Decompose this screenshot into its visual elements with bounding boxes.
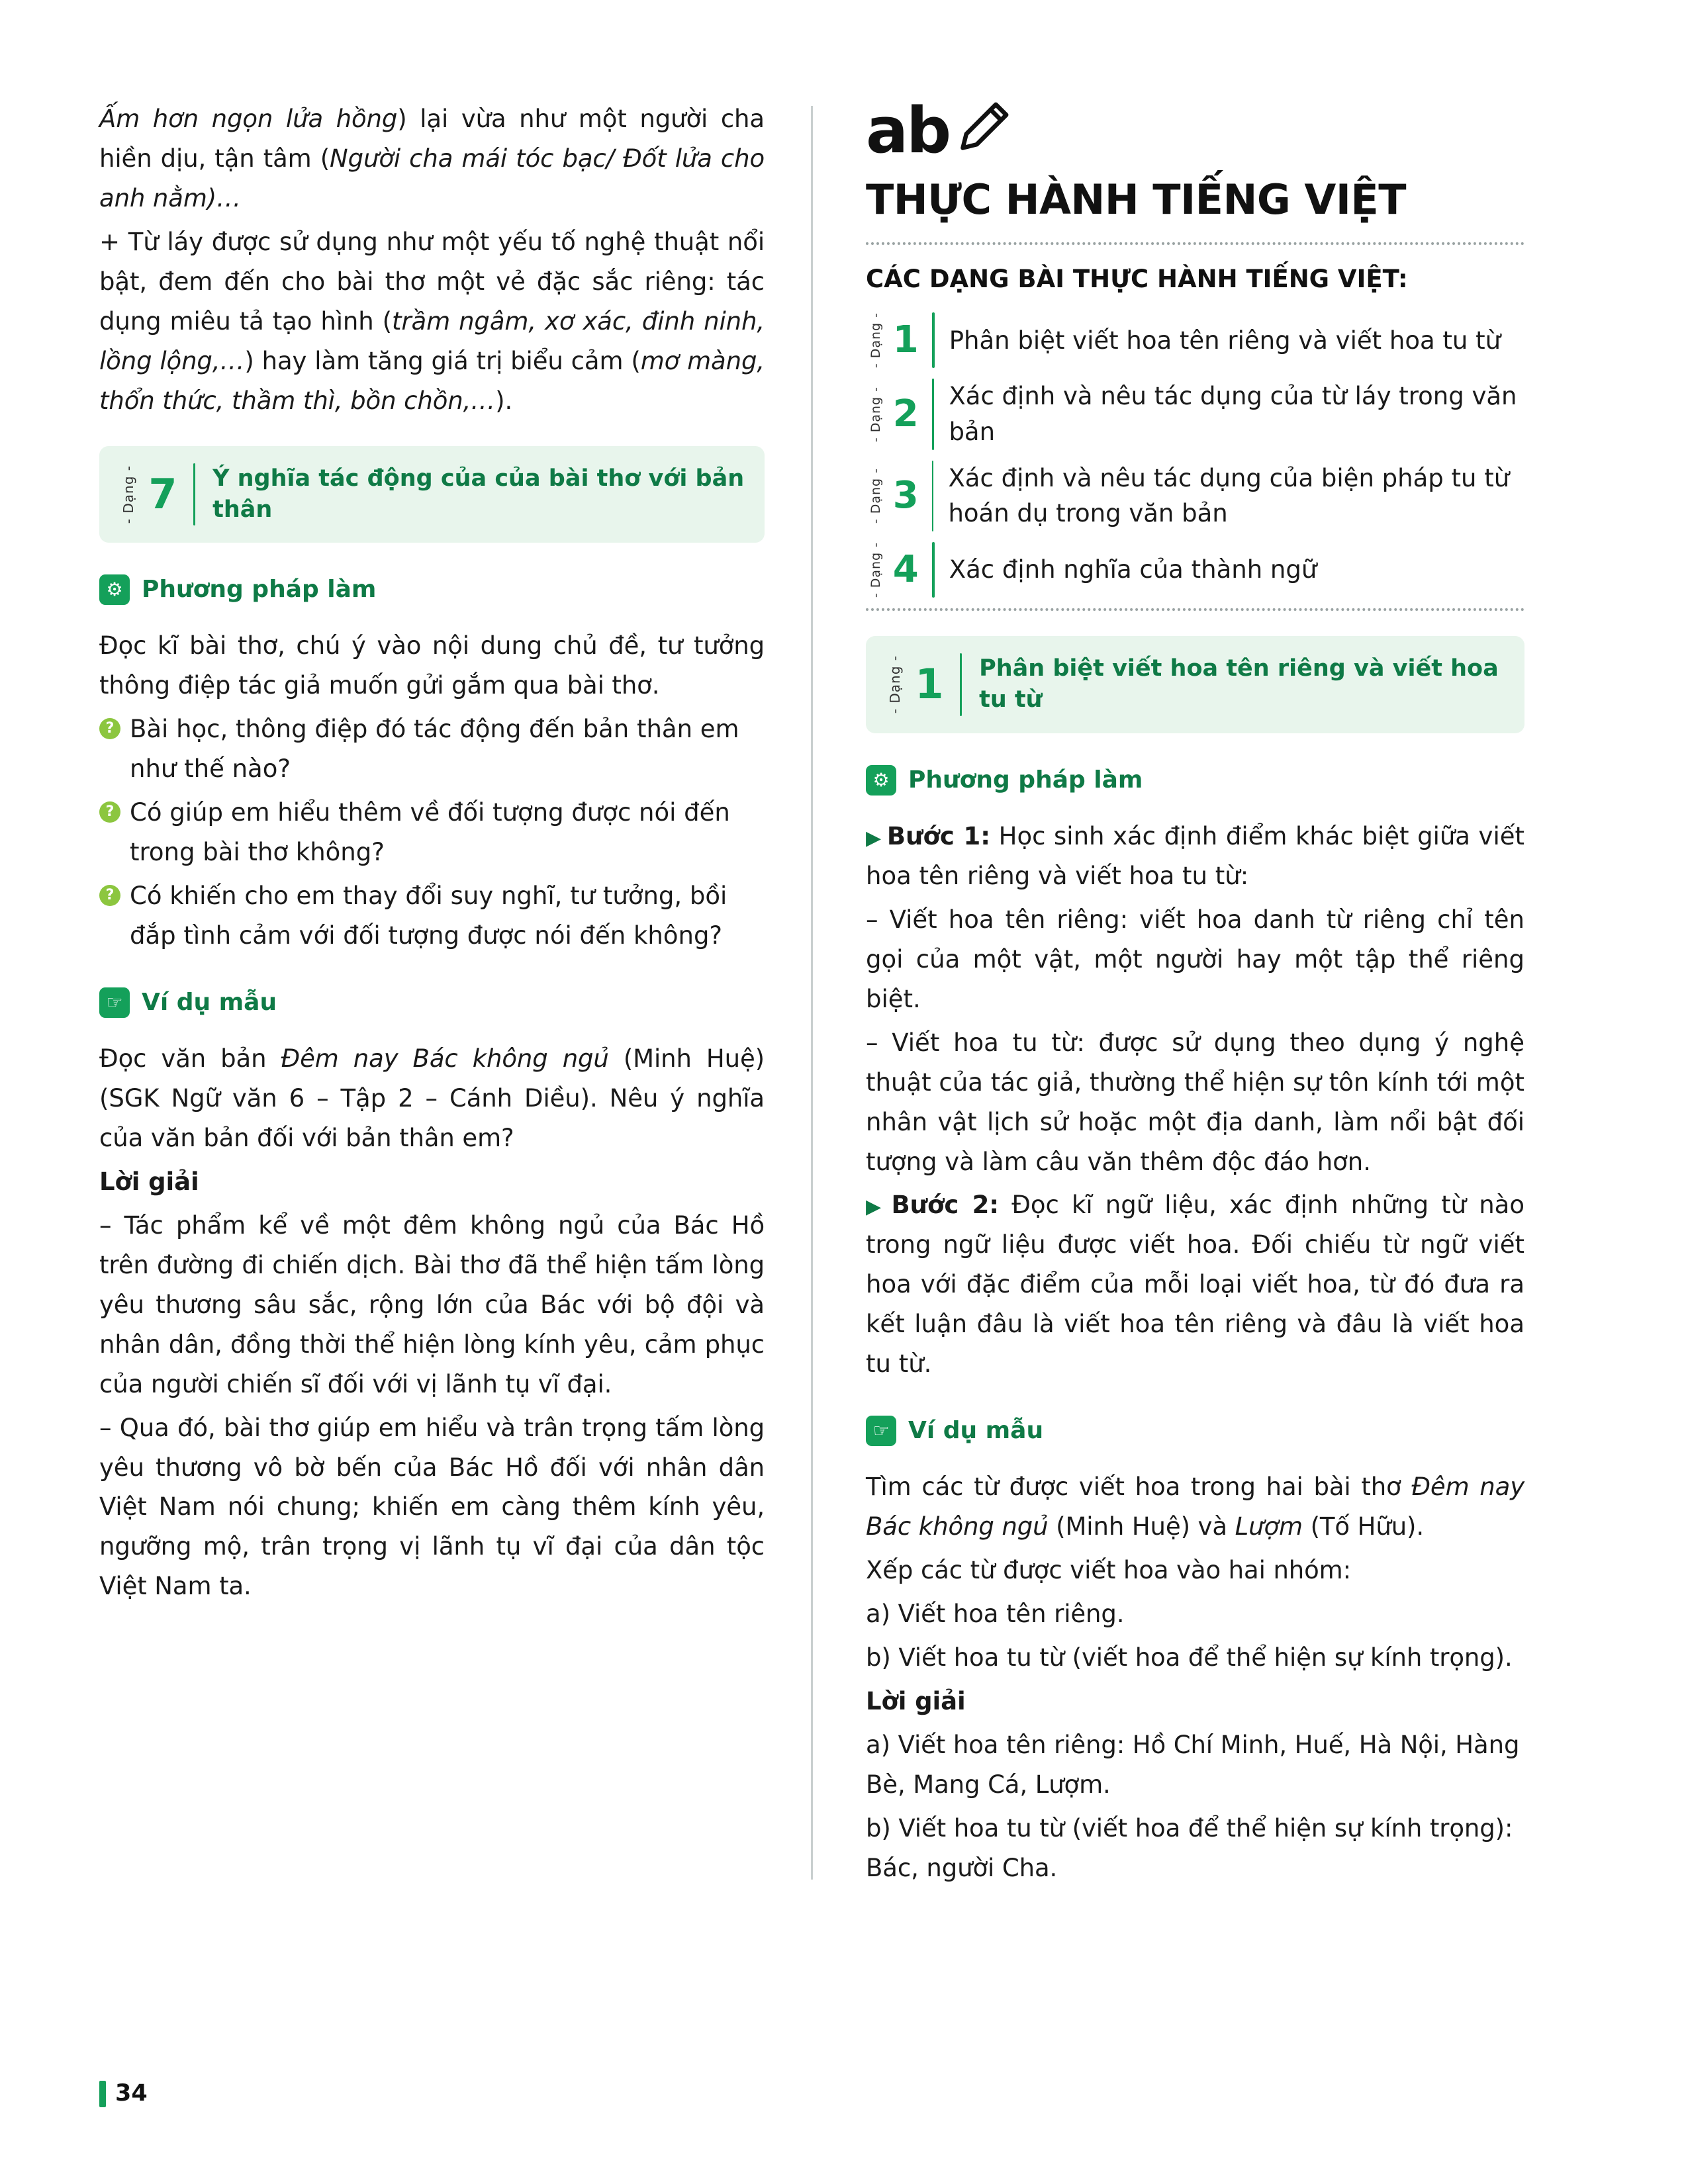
dang-number: 1 <box>915 660 944 709</box>
hand-point-icon: ☞ <box>99 987 130 1018</box>
quote-italic-2: Người cha mái tóc bạc/ Đốt lửa cho anh nằm)… <box>99 144 765 212</box>
pencil-icon <box>956 99 1011 160</box>
divider-dotted-top <box>866 242 1524 245</box>
example-line-1: Xếp các từ được viết hoa vào hai nhóm: <box>866 1556 1351 1585</box>
method-question-text: Có khiến cho em thay đổi suy nghĩ, tư tưởng, bồi đắp tình cảm với đối tượng được nói đến không? <box>130 881 727 950</box>
type-separator <box>932 542 935 598</box>
type-number: 4 <box>892 548 919 592</box>
answer-line-1: a) Viết hoa tên riêng: Hồ Chí Minh, Huế, Hà Nội, Hàng Bè, Mang Cá, Lượm. <box>866 1731 1520 1799</box>
tulay-seg-3: ) hay làm tăng giá trị biểu cảm ( <box>244 346 641 375</box>
prompt-seg-1: Tìm các từ được viết hoa trong hai bài thơ <box>866 1473 1412 1502</box>
triangle-right-icon: ▶ <box>866 827 882 850</box>
prompt-seg-1: Đọc văn bản <box>99 1044 281 1073</box>
step-text: – Viết hoa tu từ: được sử dụng theo dụng ý nghệ thuật của tác giả, thường thể hiện sự tôn kính tới một nhân vật lịch sử hoặc một địa danh, làm nổi bật đối tượng và làm câu văn thêm độc đáo hơn. <box>866 1028 1524 1176</box>
dang-separator <box>960 653 962 716</box>
prompt-seg-2: Đêm nay Bác không ngủ <box>866 1473 1524 1541</box>
method-heading-label: Phương pháp làm <box>908 766 1143 794</box>
quote-normal-1: ) lại vừa như một người cha hiền dịu, tận tâm ( <box>99 105 765 173</box>
type-row-2 <box>866 379 1524 449</box>
type-label: Phân biệt viết hoa tên riêng và viết hoa tu từ <box>949 326 1501 355</box>
question-mark-icon: ? <box>99 885 120 906</box>
dang-title: Ý nghĩa tác động của của bài thơ với bản thân <box>212 465 745 523</box>
type-row-4 <box>866 542 1524 598</box>
prompt-seg-2: Đêm nay Bác không ngủ <box>281 1044 609 1073</box>
tulay-seg-4: mơ màng, thổn thức, thầm thì, bồn chồn,… <box>99 346 765 415</box>
method-heading-label: Phương pháp làm <box>142 576 377 603</box>
step-label: Bước 1: <box>886 822 991 850</box>
types-heading: CÁC DẠNG BÀI THỰC HÀNH TIẾNG VIỆT: <box>866 265 1408 294</box>
two-column-layout <box>99 95 1589 2052</box>
answer-paragraph-1: – Tác phẩm kể về một đêm không ngủ của Bác Hồ trên đường đi chiến dịch. Bài thơ đã thể hiện tấm lòng yêu thương sâu sắc, rộng lớn của Bác với bộ đội và nhân dân, đồng thời thể hiện lòng kính yêu, cảm phục của người chiến sĩ đối với vị lãnh tụ vĩ đại. <box>99 1210 765 1398</box>
example-prompt-right <box>866 1467 1524 1547</box>
dang-number: 7 <box>148 469 177 518</box>
hand-point-icon: ☞ <box>866 1416 896 1446</box>
dang-vertical-label: - Dạng - <box>887 655 903 714</box>
type-row-3 <box>866 461 1524 531</box>
prompt-seg-4: Lượm <box>1235 1512 1303 1541</box>
method-question-text: Bài học, thông điệp đó tác động đến bản thân em như thế nào? <box>130 715 739 784</box>
paragraph-continuation <box>99 99 765 218</box>
paragraph-tulay <box>99 222 765 421</box>
method-question-3 <box>99 876 765 956</box>
dang-box-1 <box>866 636 1524 733</box>
triangle-right-icon: ▶ <box>866 1195 886 1219</box>
example-line-3: b) Viết hoa tu từ (viết hoa để thể hiện sự kính trọng). <box>866 1643 1513 1672</box>
step-text: Đọc kĩ ngữ liệu, xác định những từ nào trong ngữ liệu được viết hoa. Đối chiếu từ ngữ viết hoa với đặc điểm của mỗi loại viết hoa, từ đó đưa ra kết luận đâu là viết hoa tên riêng và đâu là viết hoa tu từ. <box>866 1191 1524 1379</box>
section-logo <box>866 95 1524 168</box>
page-number-bar <box>99 2081 106 2107</box>
example-heading-right <box>866 1412 1524 1450</box>
method-question-text: Có giúp em hiểu thêm về đối tượng được nói đến trong bài thơ không? <box>130 798 730 866</box>
step-label: Bước 2: <box>891 1191 1000 1220</box>
method-step-1 <box>866 817 1524 896</box>
method-paragraph-left: Đọc kĩ bài thơ, chú ý vào nội dung chủ đề, tư tưởng thông điệp tác giả muốn gửi gắm qua bài thơ. <box>99 631 765 700</box>
type-vertical-label: - Dạng - <box>868 387 883 443</box>
dang-title: Phân biệt viết hoa tên riêng và viết hoa tu từ <box>979 655 1499 713</box>
example-heading-left <box>99 983 765 1022</box>
step-text: Học sinh xác định điểm khác biệt giữa viết hoa tên riêng và viết hoa tu từ: <box>866 822 1525 890</box>
gear-icon: ⚙ <box>866 765 896 796</box>
answer-label-left: Lời giải <box>99 1167 199 1196</box>
question-mark-icon: ? <box>99 718 120 739</box>
type-separator <box>932 461 934 531</box>
type-number: 2 <box>892 392 919 436</box>
method-question-2 <box>99 793 765 872</box>
tulay-seg-5: ). <box>495 386 513 415</box>
dang-separator <box>193 463 196 526</box>
type-number: 1 <box>892 318 919 362</box>
example-prompt-left <box>99 1039 765 1158</box>
page-number <box>99 2075 148 2113</box>
type-label: Xác định và nêu tác dụng của từ láy trong văn bản <box>949 382 1517 447</box>
type-separator <box>932 312 935 368</box>
method-question-1 <box>99 709 765 789</box>
type-label: Xác định nghĩa của thành ngữ <box>949 555 1317 584</box>
answer-line-2: b) Viết hoa tu từ (viết hoa để thể hiện sự kính trọng): Bác, người Cha. <box>866 1813 1513 1882</box>
ab-logo-text: ab <box>866 95 950 168</box>
step-text: – Viết hoa tên riêng: viết hoa danh từ riêng chỉ tên gọi của một vật, một người hay một tập thể riêng biệt. <box>866 905 1524 1013</box>
right-column <box>813 95 1525 2052</box>
page-number-text: 34 <box>115 2080 148 2107</box>
method-step-4 <box>866 1185 1524 1384</box>
tulay-seg-2: trầm ngâm, xơ xác, đinh ninh, lồng lộng,… <box>99 306 765 375</box>
dang-box-7 <box>99 446 765 543</box>
type-row-1 <box>866 312 1524 368</box>
method-step-3 <box>866 1023 1524 1182</box>
page-title: THỰC HÀNH TIẾNG VIỆT <box>866 175 1407 224</box>
quote-italic-1: Ấm hơn ngọn lửa hồng <box>99 105 398 133</box>
types-list <box>866 312 1524 598</box>
type-label: Xác định và nêu tác dụng của biện pháp tu từ hoán dụ trong văn bản <box>948 463 1510 528</box>
question-mark-icon: ? <box>99 801 120 823</box>
method-step-2 <box>866 900 1524 1019</box>
answer-paragraph-2: – Qua đó, bài thơ giúp em hiểu và trân trọng tấm lòng yêu thương vô bờ bến của Bác Hồ đối với nhân dân Việt Nam nói chung; khiến em càng thêm kính yêu, ngưỡng mộ, trân trọng vị lãnh tụ vĩ đại của dân tộc Việt Nam ta. <box>99 1413 765 1601</box>
dang-vertical-label: - Dạng - <box>120 465 136 523</box>
answer-label-right: Lời giải <box>866 1687 966 1716</box>
type-vertical-label: - Dạng - <box>868 312 883 369</box>
example-line-2: a) Viết hoa tên riêng. <box>866 1600 1125 1629</box>
method-heading-right <box>866 761 1524 799</box>
type-vertical-label: - Dạng - <box>868 542 883 598</box>
prompt-seg-3: (Minh Huệ) (SGK Ngữ văn 6 – Tập 2 – Cánh Diều). Nêu ý nghĩa của văn bản đối với bản thân em? <box>99 1044 765 1152</box>
tulay-seg-1: + Từ láy được sử dụng như một yếu tố nghệ thuật nổi bật, đem đến cho bài thơ một vẻ đặc sắc riêng: tác dụng miêu tả tạo hình ( <box>99 227 765 336</box>
type-separator <box>932 379 935 449</box>
left-column <box>99 99 811 2052</box>
example-heading-label: Ví dụ mẫu <box>908 1417 1044 1445</box>
divider-dotted-bottom <box>866 608 1524 611</box>
prompt-seg-5: (Tố Hữu). <box>1302 1512 1425 1541</box>
type-number: 3 <box>892 474 919 518</box>
gear-icon: ⚙ <box>99 574 130 605</box>
prompt-seg-3: (Minh Huệ) và <box>1048 1512 1235 1541</box>
method-heading-left <box>99 570 765 609</box>
example-heading-label: Ví dụ mẫu <box>142 988 277 1016</box>
type-vertical-label: - Dạng - <box>868 468 883 524</box>
